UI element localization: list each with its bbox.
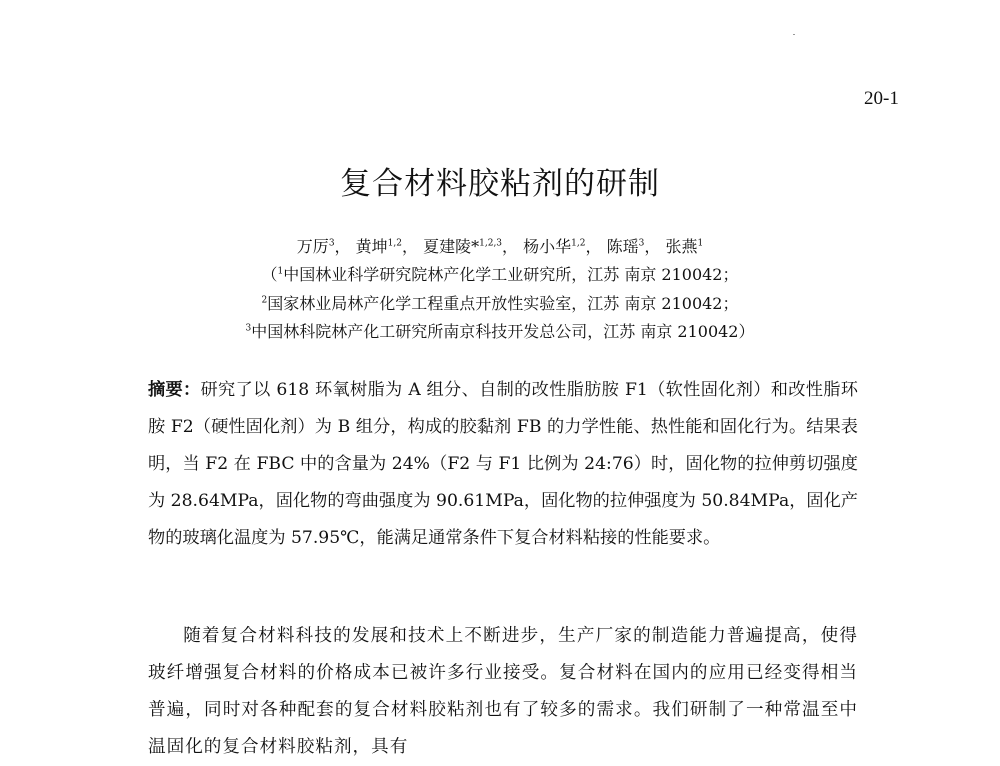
intro-paragraph: 随着复合材料科技的发展和技术上不断进步，生产厂家的制造能力普遍提高，使得玻纤增强复合材料的价格成本已被许多行业接受。复合材料在国内的应用已经变得相当普遍，同时对各种配套的复合材料胶粘剂也有了较多的需求。我们研制了一种常温至中温固化的复合材料胶粘剂，具有 — [148, 626, 858, 757]
affiliation-line: $^3$中国林科院林产化工研究所南京科技开发总公司，江苏 南京 210042） — [245, 322, 755, 341]
abstract — [148, 372, 858, 557]
scan-speck — [793, 34, 795, 35]
author: 杨小华$^{1,2}$， — [523, 237, 602, 256]
author-list — [0, 234, 1000, 257]
author: 黄坤$^{1,2}$， — [355, 237, 419, 256]
author: 万厉$^3$， — [296, 237, 351, 256]
page-number: 20-1 — [864, 88, 899, 109]
abstract-label: 摘要： — [148, 380, 201, 400]
affiliation-line: $^2$国家林业局林产化学工程重点开放性实验室，江苏 南京 210042； — [261, 294, 739, 313]
author: 陈瑶$^3$， — [606, 237, 661, 256]
abstract-text: 研究了以 618 环氧树脂为 A 组分、自制的改性脂肪胺 F1（软性固化剂）和改性脂环胺 F2（硬性固化剂）为 B 组分，构成的胶黏剂 FB 的力学性能、热性能和固化行为。结果表明，当 F2 在 FBC 中的含量为 24%（F2 与 F1 比例为 24:76）时，固化物的拉伸剪切强度为 28.64MPa，固化物的弯曲强度为 90.61MPa，固化物的拉伸强度为 50.84MPa，固化产物的玻璃化温度为 57.95℃，能满足通常条件下复合材料粘接的性能要求。 — [148, 380, 858, 548]
author: 张燕$^1$ — [665, 237, 704, 256]
affiliation-line: （$^1$中国林业科学研究院林产化学工业研究所，江苏 南京 210042； — [261, 265, 739, 284]
author: 夏建陵*$^{1,2,3}$， — [423, 237, 519, 256]
paper-title: 复合材料胶粘剂的研制 — [340, 166, 660, 202]
